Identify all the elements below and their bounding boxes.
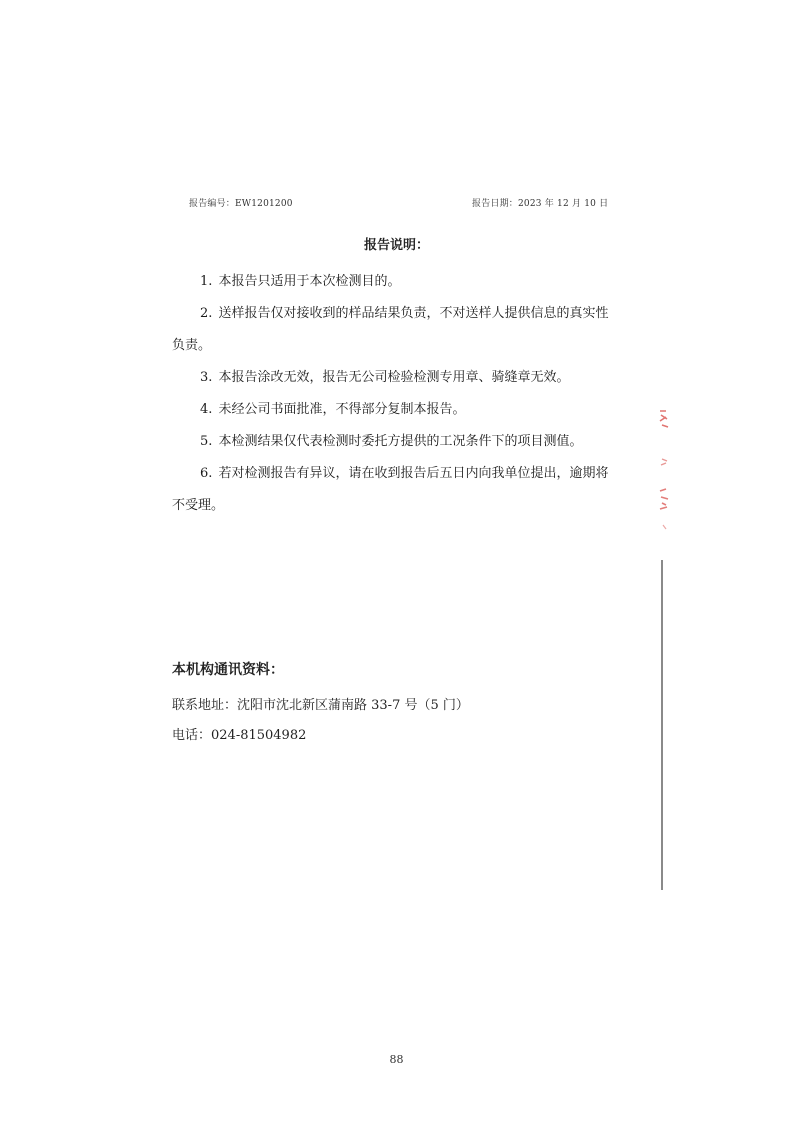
- note-item: [172, 426, 612, 458]
- notes-title: 报告说明：: [363, 238, 429, 253]
- note-number: 1.: [200, 274, 213, 289]
- note-number: 2.: [200, 306, 213, 321]
- note-item: [172, 458, 612, 522]
- note-text: 送样报告仅对接收到的样品结果负责，不对送样人提供信息的真实性负责。: [172, 306, 609, 353]
- contact-phone: 电话：024-81504982: [172, 728, 307, 743]
- report-date: 报告日期：2023 年 12 月 10 日: [472, 199, 609, 209]
- page-number: 88: [389, 1053, 404, 1066]
- note-item: [172, 362, 612, 394]
- note-text: 未经公司书面批准，不得部分复制本报告。: [218, 402, 466, 417]
- note-item: [172, 298, 612, 362]
- note-item: [172, 394, 612, 426]
- contact-address: 联系地址：沈阳市沈北新区蒲南路 33-7 号（5 门）: [172, 698, 469, 713]
- note-item: [172, 266, 612, 298]
- note-text: 本检测结果仅代表检测时委托方提供的工况条件下的项目测值。: [218, 434, 583, 449]
- note-number: 6.: [200, 466, 213, 481]
- report-number: 报告编号：EW1201200: [189, 199, 293, 209]
- note-text: 本报告只适用于本次检测目的。: [218, 274, 401, 289]
- note-text: 若对检测报告有异议，请在收到报告后五日内向我单位提出，逾期将不受理。: [172, 466, 609, 513]
- notes-list: [172, 266, 612, 522]
- seal-stamp-fragment: [652, 405, 670, 535]
- note-text: 本报告涂改无效，报告无公司检验检测专用章、骑缝章无效。: [218, 370, 570, 385]
- binding-seal-line: [661, 560, 663, 890]
- contact-title: 本机构通讯资料：: [172, 662, 284, 678]
- note-number: 3.: [200, 370, 213, 385]
- note-number: 5.: [200, 434, 213, 449]
- note-number: 4.: [200, 402, 213, 417]
